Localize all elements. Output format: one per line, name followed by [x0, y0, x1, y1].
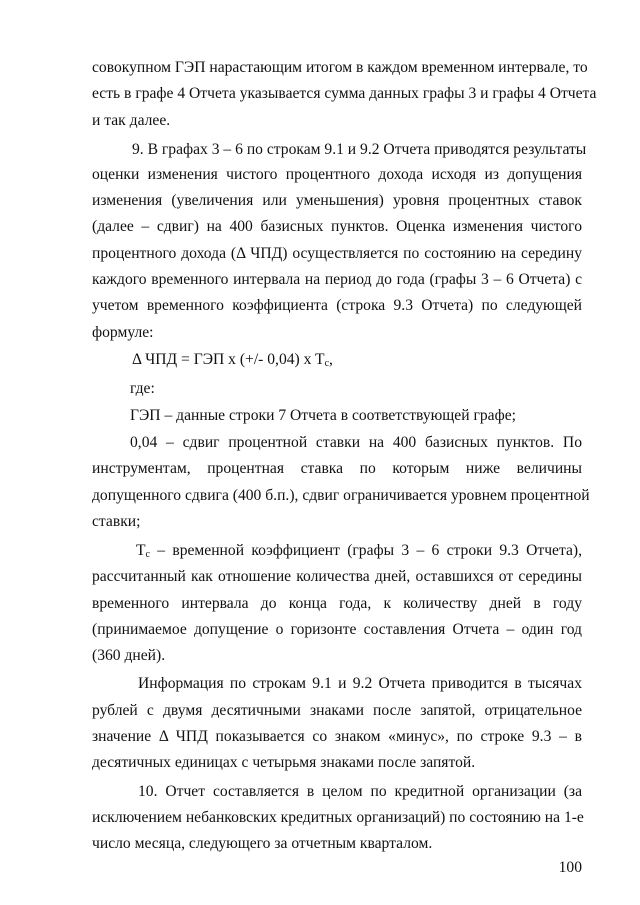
text-line: процентного дохода (Δ ЧПД) осуществляется по состоянию на середину	[92, 245, 582, 262]
text-line: формуле:	[92, 324, 154, 341]
text-line: исключением небанковских кредитных организаций) по состоянию на 1-е	[92, 809, 584, 826]
text-line: и так далее.	[92, 112, 171, 129]
text-line: изменения (увеличения или уменьшения) уровня процентных ставок	[92, 192, 582, 209]
tc-symbol: T	[136, 542, 146, 559]
formula-text: Δ ЧПД = ГЭП x (+/- 0,04) x T	[132, 351, 325, 368]
text-line: допущенного сдвига (400 б.п.), сдвиг ограничивается уровнем процентной	[92, 487, 590, 504]
text-line: оценки изменения чистого процентного дохода исходя из допущения	[92, 166, 582, 183]
text-line: (360 дней).	[92, 647, 166, 664]
text-line: рассчитанный как отношение количества дней, оставшихся от середины	[92, 568, 582, 585]
paragraph-10-first-line: 10. Отчет составляется в целом по кредитной организации (за	[138, 783, 582, 800]
paragraph-9-first-line: 9. В графах 3 – 6 по строкам 9.1 и 9.2 Отчета приводятся результаты	[132, 141, 587, 158]
text-line: десятичных единицах с четырьмя знаками после запятой.	[92, 754, 476, 771]
formula-subscript: c	[324, 358, 330, 369]
text-line: рублей с двумя десятичными знаками после запятой, отрицательное	[92, 702, 582, 719]
text-line: учетом временного коэффициента (строка 9.3 Отчета) по следующей	[92, 297, 582, 314]
formula	[132, 350, 582, 370]
text-line: совокупном ГЭП нарастающим итогом в каждом временном интервале, то	[92, 59, 588, 76]
tc-subscript: c	[145, 549, 150, 560]
page-number: 100	[558, 859, 582, 876]
text-line: где:	[130, 380, 155, 397]
text-line: 0,04 – сдвиг процентной ставки на 400 базисных пунктов. По	[130, 434, 582, 451]
text-line: каждого временного интервала на период до года (графы 3 – 6 Отчета) с	[92, 271, 582, 288]
text-line: ГЭП – данные строки 7 Отчета в соответствующей графе;	[130, 407, 516, 424]
text-line: (далее – сдвиг) на 400 базисных пунктов. Оценка изменения чистого	[92, 218, 582, 235]
text-line: Информация по строкам 9.1 и 9.2 Отчета приводится в тысячах	[138, 675, 582, 692]
text-line: число месяца, следующего за отчетным кварталом.	[92, 835, 433, 852]
tc-definition-line	[136, 541, 582, 561]
text-line: временного интервала до конца года, к количеству дней в году	[92, 595, 582, 612]
text-line: значение Δ ЧПД показывается со знаком «минус», по строке 9.3 – в	[92, 728, 582, 745]
formula-suffix: ,	[329, 351, 333, 368]
text-line: ставки;	[92, 513, 141, 530]
text-line: есть в графе 4 Отчета указывается сумма данных графы 3 и графы 4 Отчета	[92, 85, 597, 102]
text-line: (принимаемое допущение о горизонте составления Отчета – один год	[92, 621, 582, 638]
text-line: инструментам, процентная ставка по которым ниже величины	[92, 460, 582, 477]
tc-text: – временной коэффициент (графы 3 – 6 строки 9.3 Отчета),	[149, 542, 582, 559]
